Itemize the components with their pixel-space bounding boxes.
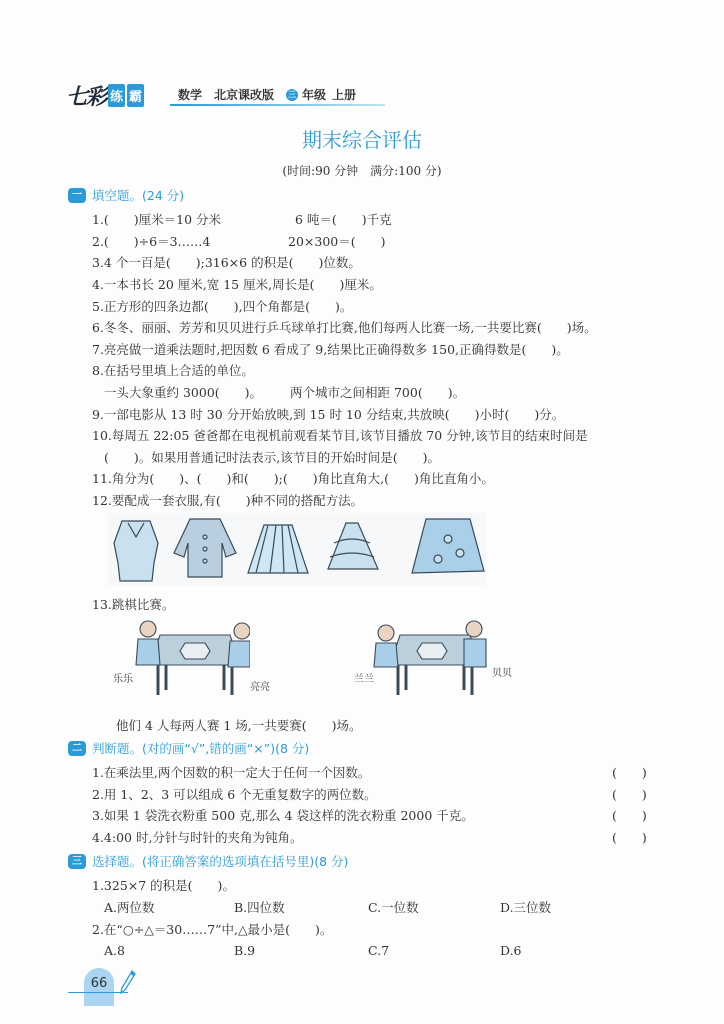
- player-name-liangliang: 亮亮: [250, 682, 270, 693]
- question-13-ask: 他们 4 人每两人赛 1 场,一共要赛( )场。: [116, 718, 362, 733]
- question-1b: 6 吨＝( )千克: [295, 212, 392, 227]
- answer-blank-2[interactable]: ( ): [612, 787, 647, 802]
- question-3: 3.4 个一百是( );316×6 的积是( )位数。: [92, 255, 361, 270]
- grade-number-icon: 三: [288, 89, 297, 99]
- logo-box-2: 霸: [127, 84, 144, 107]
- judge-item-2: 2.用 1、2、3 可以组成 6 个无重复数字的两位数。: [92, 787, 377, 802]
- option-2b[interactable]: B.9: [234, 943, 256, 958]
- brand-logo: [66, 82, 144, 108]
- question-4: 4.一本书长 20 厘米,宽 15 厘米,周长是( )厘米。: [92, 277, 382, 292]
- option-2c[interactable]: C.7: [368, 943, 390, 958]
- chess-scene-1: [130, 615, 250, 700]
- question-9: 9.一部电影从 13 时 30 分开始放映,到 15 时 10 分结束,共放映( )小时( )分。: [92, 407, 565, 422]
- clothes-illustration: [108, 513, 486, 586]
- option-2d[interactable]: D.6: [500, 943, 522, 958]
- question-7: 7.亮亮做一道乘法题时,把因数 6 看成了 9,结果比正确得数多 150,正确得数是( )。: [92, 342, 569, 357]
- subject: 数学: [178, 88, 203, 102]
- header-underline: [170, 104, 385, 106]
- option-1c[interactable]: C.一位数: [368, 900, 419, 915]
- question-8a: 一头大象重约 3000( )。: [104, 385, 263, 400]
- question-5: 5.正方形的四条边都( ),四个角都是( )。: [92, 299, 353, 314]
- answer-blank-1[interactable]: ( ): [612, 765, 647, 780]
- section-3-heading: [68, 852, 348, 870]
- question-13: 13.跳棋比赛。: [92, 597, 175, 612]
- section-badge-icon: 一: [68, 188, 86, 203]
- answer-blank-4[interactable]: ( ): [612, 830, 647, 845]
- question-1a: 1.( )厘米＝10 分米: [92, 212, 222, 227]
- logo-box-1: 练: [108, 84, 125, 107]
- option-2a[interactable]: A.8: [104, 943, 125, 958]
- question-8: 8.在括号里填上合适的单位。: [92, 363, 254, 378]
- question-6: 6.冬冬、丽丽、芳芳和贝贝进行乒乓球单打比赛,他们每两人比赛一场,一共要比赛( )场。: [92, 320, 597, 335]
- page-title: 期末综合评估: [302, 128, 422, 152]
- section-title: 选择题。(将正确答案的选项填在括号里)(8 分): [92, 854, 349, 869]
- question-10-cont: ( )。如果用普通记时法表示,该节目的开始时间是( )。: [104, 450, 440, 465]
- question-11: 11.角分为( )、( )和( );( )角比直角大,( )角比直角小。: [92, 471, 494, 486]
- option-1d[interactable]: D.三位数: [500, 900, 552, 915]
- edition: 北京课改版: [214, 88, 275, 102]
- chess-scene-2: [370, 615, 490, 700]
- choice-question-2: 2.在“○÷△＝30……7”中,△最小是( )。: [92, 922, 333, 937]
- book-info: [178, 86, 368, 103]
- section-badge-icon: 三: [68, 854, 86, 869]
- option-1a[interactable]: A.两位数: [104, 900, 155, 915]
- page-number: 66: [90, 976, 108, 991]
- question-2a: 2.( )÷6＝3……4: [92, 234, 211, 249]
- judge-item-1: 1.在乘法里,两个因数的积一定大于任何一个因数。: [92, 765, 371, 780]
- question-12: 12.要配成一套衣服,有( )种不同的搭配方法。: [92, 493, 364, 508]
- option-1b[interactable]: B.四位数: [234, 900, 285, 915]
- logo-script: 七彩: [66, 83, 107, 110]
- judge-item-3: 3.如果 1 袋洗衣粉重 500 克,那么 4 袋这样的洗衣粉重 2000 千克。: [92, 808, 474, 823]
- judge-item-4: 4.4:00 时,分针与时针的夹角为钝角。: [92, 830, 303, 845]
- section-badge-icon: 二: [68, 741, 86, 756]
- exam-info: (时间:90 分钟 满分:100 分): [282, 164, 442, 178]
- answer-blank-3[interactable]: ( ): [612, 808, 647, 823]
- grade-label: 年级: [302, 88, 327, 102]
- question-10: 10.每周五 22:05 爸爸都在电视机前观看某节目,该节目播放 70 分钟,该节目的结束时间是: [92, 428, 588, 443]
- section-2-heading: [68, 739, 309, 757]
- player-name-lanlan: 兰兰: [354, 674, 374, 685]
- pencil-icon: [120, 970, 136, 998]
- player-name-lele: 乐乐: [113, 674, 133, 685]
- section-title: 判断题。(对的画“√”,错的画“×”)(8 分): [92, 741, 310, 756]
- question-2b: 20×300＝( ): [288, 234, 386, 249]
- question-8b: 两个城市之间相距 700( )。: [290, 385, 466, 400]
- player-name-beibei: 贝贝: [492, 668, 512, 679]
- choice-question-1: 1.325×7 的积是( )。: [92, 878, 235, 893]
- shirt-icon: [114, 521, 158, 581]
- volume: 上册: [332, 88, 357, 102]
- section-1-heading: [68, 186, 184, 204]
- section-title: 填空题。(24 分): [92, 188, 185, 203]
- footer-line: [68, 992, 128, 993]
